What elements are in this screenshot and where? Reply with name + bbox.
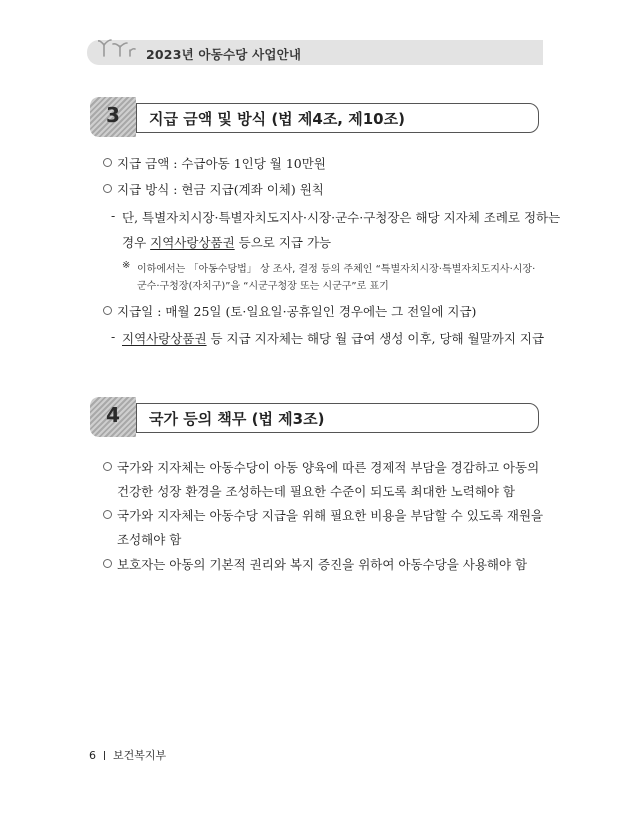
bullet-icon	[103, 559, 112, 568]
local-voucher-term: 지역사랑상품권	[150, 235, 235, 250]
page-number: 6	[89, 749, 96, 762]
dash-marker: -	[111, 208, 116, 223]
bullet-icon	[103, 158, 112, 167]
bullet-icon	[103, 510, 112, 519]
dash-marker: -	[111, 329, 116, 344]
amount-text: 지급 금액 : 수급아동 1인당 월 10만원	[117, 156, 326, 171]
sprout-icon	[98, 32, 138, 58]
note-line-1: 이하에서는 「아동수당법」 상 조사, 결정 등의 주체인 “특별자치시장·특별자치도지사·시장·	[137, 264, 536, 275]
local-voucher-term: 지역사랑상품권	[122, 331, 207, 346]
bullet-icon	[103, 184, 112, 193]
note-line-2: 군수·구청장(자치구)”을 “시군구청장 또는 시군구”로 표기	[137, 281, 389, 292]
method-text: 지급 방식 : 현금 지급(계좌 이체) 원칙	[117, 182, 324, 197]
footer-divider	[104, 751, 105, 760]
method-sub-line-2: 경우 지역사랑상품권 등으로 지급 가능	[122, 235, 332, 250]
section-3-title: 지급 금액 및 방식 (법 제4조, 제10조)	[149, 110, 405, 128]
duty-item-2-line-1: 국가와 지자체는 아동수당 지급을 위해 필요한 비용을 부담할 수 있도록 재원을	[117, 508, 544, 523]
payday-sub-line: 지역사랑상품권 등 지급 지자체는 해당 월 급여 생성 이후, 당해 월말까지 지급	[122, 331, 545, 346]
header-title: 2023년 아동수당 사업안내	[146, 47, 302, 62]
duty-item-1-line-1: 국가와 지자체는 아동수당이 아동 양육에 따른 경제적 부담을 경감하고 아동의	[117, 460, 540, 475]
page-footer	[89, 747, 166, 763]
method-sub-line-1: 단, 특별자치시장·특별자치도지사·시장·군수·구청장은 해당 지자체 조례로 정하는	[122, 210, 561, 225]
note-mark: ※	[122, 260, 131, 271]
payday-text: 지급일 : 매월 25일 (토·일요일·공휴일인 경우에는 그 전일에 지급)	[117, 304, 477, 319]
duty-item-2-line-2: 조성해야 함	[117, 532, 182, 547]
duty-item-3: 보호자는 아동의 기본적 권리와 복지 증진을 위하여 아동수당을 사용해야 함	[117, 557, 528, 572]
duty-item-1-line-2: 건강한 성장 환경을 조성하는데 필요한 수준이 되도록 최대한 노력해야 함	[117, 484, 516, 499]
bullet-icon	[103, 306, 112, 315]
section-4-number: 4	[106, 403, 120, 427]
section-4-title: 국가 등의 책무 (법 제3조)	[149, 410, 325, 428]
footer-org: 보건복지부	[113, 749, 167, 762]
section-3-number: 3	[106, 103, 120, 127]
bullet-icon	[103, 462, 112, 471]
